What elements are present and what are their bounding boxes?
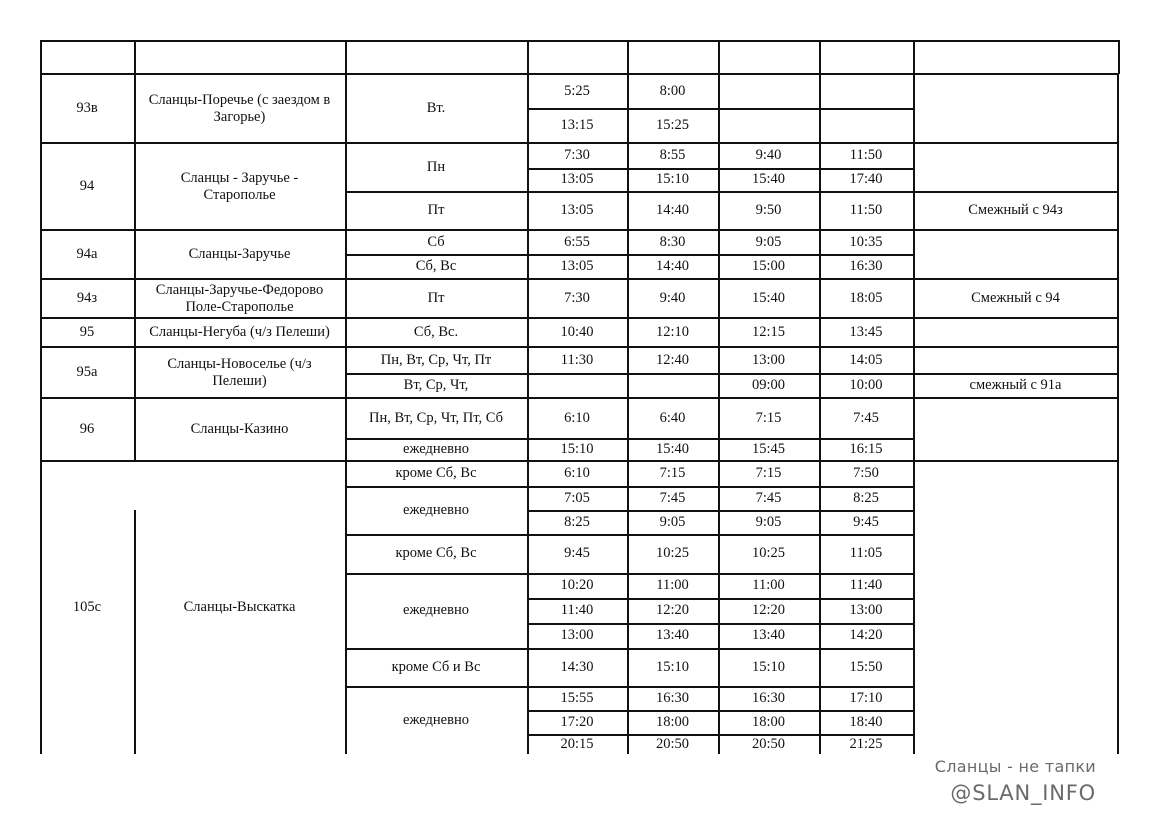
departure-time: 17:40	[849, 171, 883, 187]
column-divider	[527, 398, 529, 461]
column-divider	[627, 398, 629, 461]
departure-time: 10:35	[849, 233, 883, 250]
departure-time: 16:15	[849, 441, 883, 457]
table-right-border	[1117, 398, 1119, 461]
departure-time: 8:30	[659, 233, 686, 250]
departure-time: 18:40	[849, 713, 883, 730]
days-label: ежедневно	[403, 441, 469, 457]
row-divider	[527, 598, 913, 600]
row-divider	[527, 734, 913, 736]
column-divider	[134, 279, 136, 318]
column-divider	[345, 318, 347, 347]
route-name: Сланцы-Заручье-Федорово Поле-Старополье	[155, 281, 324, 315]
table-top-border	[40, 40, 1118, 42]
departure-time: 12:40	[655, 351, 690, 368]
route-name: Сланцы - Заручье - Старополье	[180, 169, 299, 203]
days-label: Сб, Вс	[415, 258, 457, 274]
departure-time: 7:15	[659, 465, 686, 481]
route-number: 93в	[76, 100, 98, 116]
column-divider	[627, 318, 629, 347]
departure-time: 5:25	[564, 82, 590, 99]
table-left-border	[40, 74, 42, 143]
departure-time: 11:00	[656, 577, 689, 593]
route-separator	[40, 460, 1118, 462]
days-label: ежедневно	[403, 501, 469, 518]
table-left-border	[40, 398, 42, 461]
days-label: кроме Сб и Вс	[391, 658, 481, 675]
days-label: Пн, Вт, Ср, Чт, Пт	[380, 351, 492, 368]
header-column-divider	[1118, 40, 1120, 74]
departure-time: 7:45	[659, 489, 686, 506]
column-divider	[913, 230, 915, 279]
column-divider	[345, 143, 347, 230]
departure-time: 15:10	[655, 658, 690, 675]
route-name: Сланцы-Новоселье (ч/з Пелеши)	[167, 355, 312, 389]
departure-time: 12:20	[655, 602, 690, 618]
row-divider	[527, 648, 913, 650]
route-number: 96	[79, 421, 95, 437]
route-name: Сланцы-Поречье (с заездом в Загорье)	[148, 91, 331, 125]
route-number: 105с	[72, 599, 102, 615]
row-divider	[527, 573, 913, 575]
departure-time: 16:30	[655, 689, 690, 706]
watermark-handle: @SLAN_INFO	[950, 781, 1096, 805]
column-divider	[527, 279, 529, 318]
table-left-border	[40, 461, 42, 754]
header-column-divider	[718, 40, 720, 74]
table-right-border	[1117, 279, 1119, 318]
table-left-border	[40, 347, 42, 398]
row-divider	[527, 191, 913, 193]
column-divider	[134, 318, 136, 347]
departure-time: 6:55	[564, 233, 590, 250]
departure-time: 13:00	[560, 627, 594, 643]
departure-time: 9:45	[853, 513, 879, 530]
watermark-title: Сланцы - не тапки	[934, 757, 1096, 776]
departure-time: 15:25	[655, 117, 690, 133]
days-divider	[345, 686, 527, 688]
departure-time: 10:00	[849, 377, 883, 393]
departure-time: 14:40	[655, 202, 690, 218]
departure-time: 15:10	[751, 658, 786, 675]
departure-time: 21:25	[849, 735, 883, 752]
departure-time: 9:40	[659, 290, 686, 306]
route-name: Сланцы-Выскатка	[183, 599, 296, 615]
row-divider	[527, 254, 913, 256]
days-divider	[345, 573, 527, 575]
departure-time: 6:10	[564, 409, 590, 426]
days-divider	[345, 438, 527, 440]
days-label: Вт.	[426, 100, 446, 116]
header-column-divider	[819, 40, 821, 74]
row-divider	[527, 486, 913, 488]
route-separator	[40, 397, 1118, 399]
schedule-table	[40, 40, 1118, 754]
column-divider	[627, 143, 629, 230]
departure-time: 9:05	[755, 233, 782, 250]
departure-time: 20:15	[560, 735, 594, 752]
header-column-divider	[345, 40, 347, 74]
departure-time: 11:05	[849, 545, 883, 561]
departure-time: 14:05	[849, 351, 883, 368]
route-number: 94	[79, 178, 95, 194]
departure-time: 15:00	[751, 258, 786, 274]
departure-time: 15:45	[751, 441, 786, 457]
departure-time: 15:10	[560, 441, 594, 457]
departure-time: 11:40	[849, 577, 883, 593]
route-name: Сланцы-Казино	[190, 421, 289, 437]
row-divider	[527, 438, 913, 440]
column-divider	[345, 398, 347, 461]
route-note: Смежный с 94	[971, 290, 1060, 306]
column-divider	[913, 461, 915, 754]
days-divider	[345, 534, 527, 536]
note-divider	[913, 373, 1118, 375]
row-divider	[527, 510, 913, 512]
departure-time: 15:40	[751, 290, 786, 306]
row-divider	[527, 710, 913, 712]
departure-time: 13:00	[849, 602, 883, 618]
departure-time: 18:05	[849, 290, 883, 306]
days-label: Сб	[427, 233, 445, 250]
note-divider	[913, 191, 1118, 193]
column-divider	[913, 318, 915, 347]
header-column-divider	[913, 40, 915, 74]
departure-time: 12:10	[655, 324, 690, 340]
column-divider	[819, 398, 821, 461]
header-column-divider	[527, 40, 529, 74]
header-bottom-border	[40, 73, 1118, 75]
departure-time: 11:50	[849, 202, 883, 218]
departure-time: 13:05	[560, 258, 594, 274]
route-separator	[40, 346, 1118, 348]
row-divider	[527, 108, 913, 110]
column-divider	[913, 398, 915, 461]
departure-time: 6:40	[659, 409, 686, 426]
departure-time: 15:55	[560, 689, 594, 706]
departure-time: 14:20	[849, 627, 883, 643]
departure-time: 10:40	[560, 324, 594, 340]
column-divider	[913, 279, 915, 318]
column-divider	[718, 398, 720, 461]
route-separator	[40, 317, 1118, 319]
column-divider	[819, 279, 821, 318]
departure-time: 7:45	[853, 409, 879, 426]
column-divider	[718, 279, 720, 318]
table-right-border	[1117, 74, 1119, 143]
table-left-border	[40, 318, 42, 347]
days-label: кроме Сб, Вс	[395, 545, 477, 561]
departure-time: 7:30	[564, 290, 590, 306]
table-right-border	[1117, 143, 1119, 230]
departure-time: 09:00	[751, 377, 786, 393]
route-number: 95а	[76, 364, 98, 380]
column-divider	[913, 143, 915, 230]
column-divider	[913, 74, 915, 143]
route-number: 95	[79, 324, 95, 340]
departure-time: 10:25	[751, 545, 786, 561]
departure-time: 14:30	[560, 658, 594, 675]
route-name: Сланцы-Заручье	[188, 246, 291, 262]
row-divider	[527, 534, 913, 536]
departure-time: 18:00	[655, 713, 690, 730]
days-label: Пн, Вт, Ср, Чт, Пт, Сб	[369, 409, 503, 426]
departure-time: 9:05	[659, 513, 686, 530]
table-right-border	[1117, 230, 1119, 279]
departure-time: 20:50	[655, 735, 690, 752]
column-divider	[134, 347, 136, 398]
departure-time: 7:50	[853, 465, 879, 481]
row-divider	[527, 373, 913, 375]
column-divider	[627, 279, 629, 318]
departure-time: 16:30	[751, 689, 786, 706]
route-note: Смежный с 94з	[968, 202, 1063, 218]
route-note: смежный с 91а	[969, 377, 1062, 393]
departure-time: 13:40	[751, 627, 786, 643]
departure-time: 7:05	[564, 489, 590, 506]
departure-time: 14:40	[655, 258, 690, 274]
departure-time: 15:40	[751, 171, 786, 187]
departure-time: 13:15	[560, 117, 594, 133]
column-divider	[718, 143, 720, 230]
column-divider	[134, 230, 136, 279]
table-left-border	[40, 230, 42, 279]
days-divider	[345, 648, 527, 650]
departure-time: 15:10	[655, 171, 690, 187]
departure-time: 13:40	[655, 627, 690, 643]
days-label: ежедневно	[403, 602, 469, 618]
days-label: Пт	[427, 290, 445, 306]
departure-time: 17:20	[560, 713, 594, 730]
column-divider	[527, 143, 529, 230]
header-column-divider	[40, 40, 42, 74]
departure-time: 8:00	[659, 82, 686, 99]
table-left-border	[40, 279, 42, 318]
table-right-border	[1117, 461, 1119, 754]
days-label: ежедневно	[403, 711, 469, 728]
departure-time: 10:20	[560, 577, 594, 593]
days-label: Сб, Вс.	[413, 324, 459, 340]
departure-time: 11:50	[849, 147, 883, 163]
departure-time: 12:15	[751, 324, 786, 340]
departure-time: 11:30	[560, 351, 594, 368]
departure-time: 20:50	[751, 735, 786, 752]
departure-time: 9:45	[564, 545, 590, 561]
departure-time: 6:10	[564, 465, 590, 481]
days-label: Пт	[427, 202, 445, 218]
departure-time: 17:10	[849, 689, 883, 706]
table-left-border	[40, 143, 42, 230]
departure-time: 16:30	[849, 258, 883, 274]
departure-time: 15:50	[849, 658, 883, 675]
departure-time: 11:40	[560, 602, 594, 618]
departure-time: 18:00	[751, 713, 786, 730]
column-divider	[134, 510, 136, 754]
days-divider	[345, 373, 527, 375]
route-number: 94з	[76, 290, 98, 306]
departure-time: 13:00	[751, 351, 786, 368]
column-divider	[819, 318, 821, 347]
departure-time: 10:25	[655, 545, 690, 561]
departure-time: 13:05	[560, 171, 594, 187]
column-divider	[345, 279, 347, 318]
departure-time: 7:30	[564, 147, 590, 163]
departure-time: 7:45	[755, 489, 782, 506]
column-divider	[819, 143, 821, 230]
column-divider	[527, 318, 529, 347]
column-divider	[134, 143, 136, 230]
column-divider	[134, 74, 136, 143]
route-number: 94а	[76, 246, 98, 262]
days-divider	[345, 486, 527, 488]
header-column-divider	[134, 40, 136, 74]
column-divider	[345, 461, 347, 754]
column-divider	[345, 74, 347, 143]
days-label: Пн	[426, 158, 446, 175]
days-divider	[345, 254, 527, 256]
route-separator	[40, 229, 1118, 231]
departure-time: 8:25	[853, 489, 879, 506]
days-divider	[345, 191, 527, 193]
route-name: Сланцы-Негуба (ч/з Пелеши)	[149, 324, 330, 340]
header-column-divider	[627, 40, 629, 74]
departure-time: 13:45	[849, 324, 883, 340]
departure-time: 15:40	[655, 441, 690, 457]
departure-time: 9:05	[755, 513, 782, 530]
days-label: Вт, Ср, Чт,	[403, 377, 469, 393]
row-divider	[527, 623, 913, 625]
row-divider	[527, 168, 913, 170]
departure-time: 9:40	[755, 147, 782, 163]
departure-time: 9:50	[755, 202, 782, 218]
days-label: кроме Сб, Вс	[395, 465, 477, 481]
column-divider	[134, 398, 136, 461]
route-separator	[40, 142, 1118, 144]
departure-time: 7:15	[755, 409, 782, 426]
departure-time: 8:55	[659, 147, 686, 163]
departure-time: 7:15	[755, 465, 782, 481]
column-divider	[718, 318, 720, 347]
row-divider	[527, 686, 913, 688]
table-right-border	[1117, 318, 1119, 347]
departure-time: 11:00	[752, 577, 785, 593]
departure-time: 13:05	[560, 202, 594, 218]
route-separator	[40, 278, 1118, 280]
departure-time: 8:25	[564, 513, 590, 530]
departure-time: 12:20	[751, 602, 786, 618]
